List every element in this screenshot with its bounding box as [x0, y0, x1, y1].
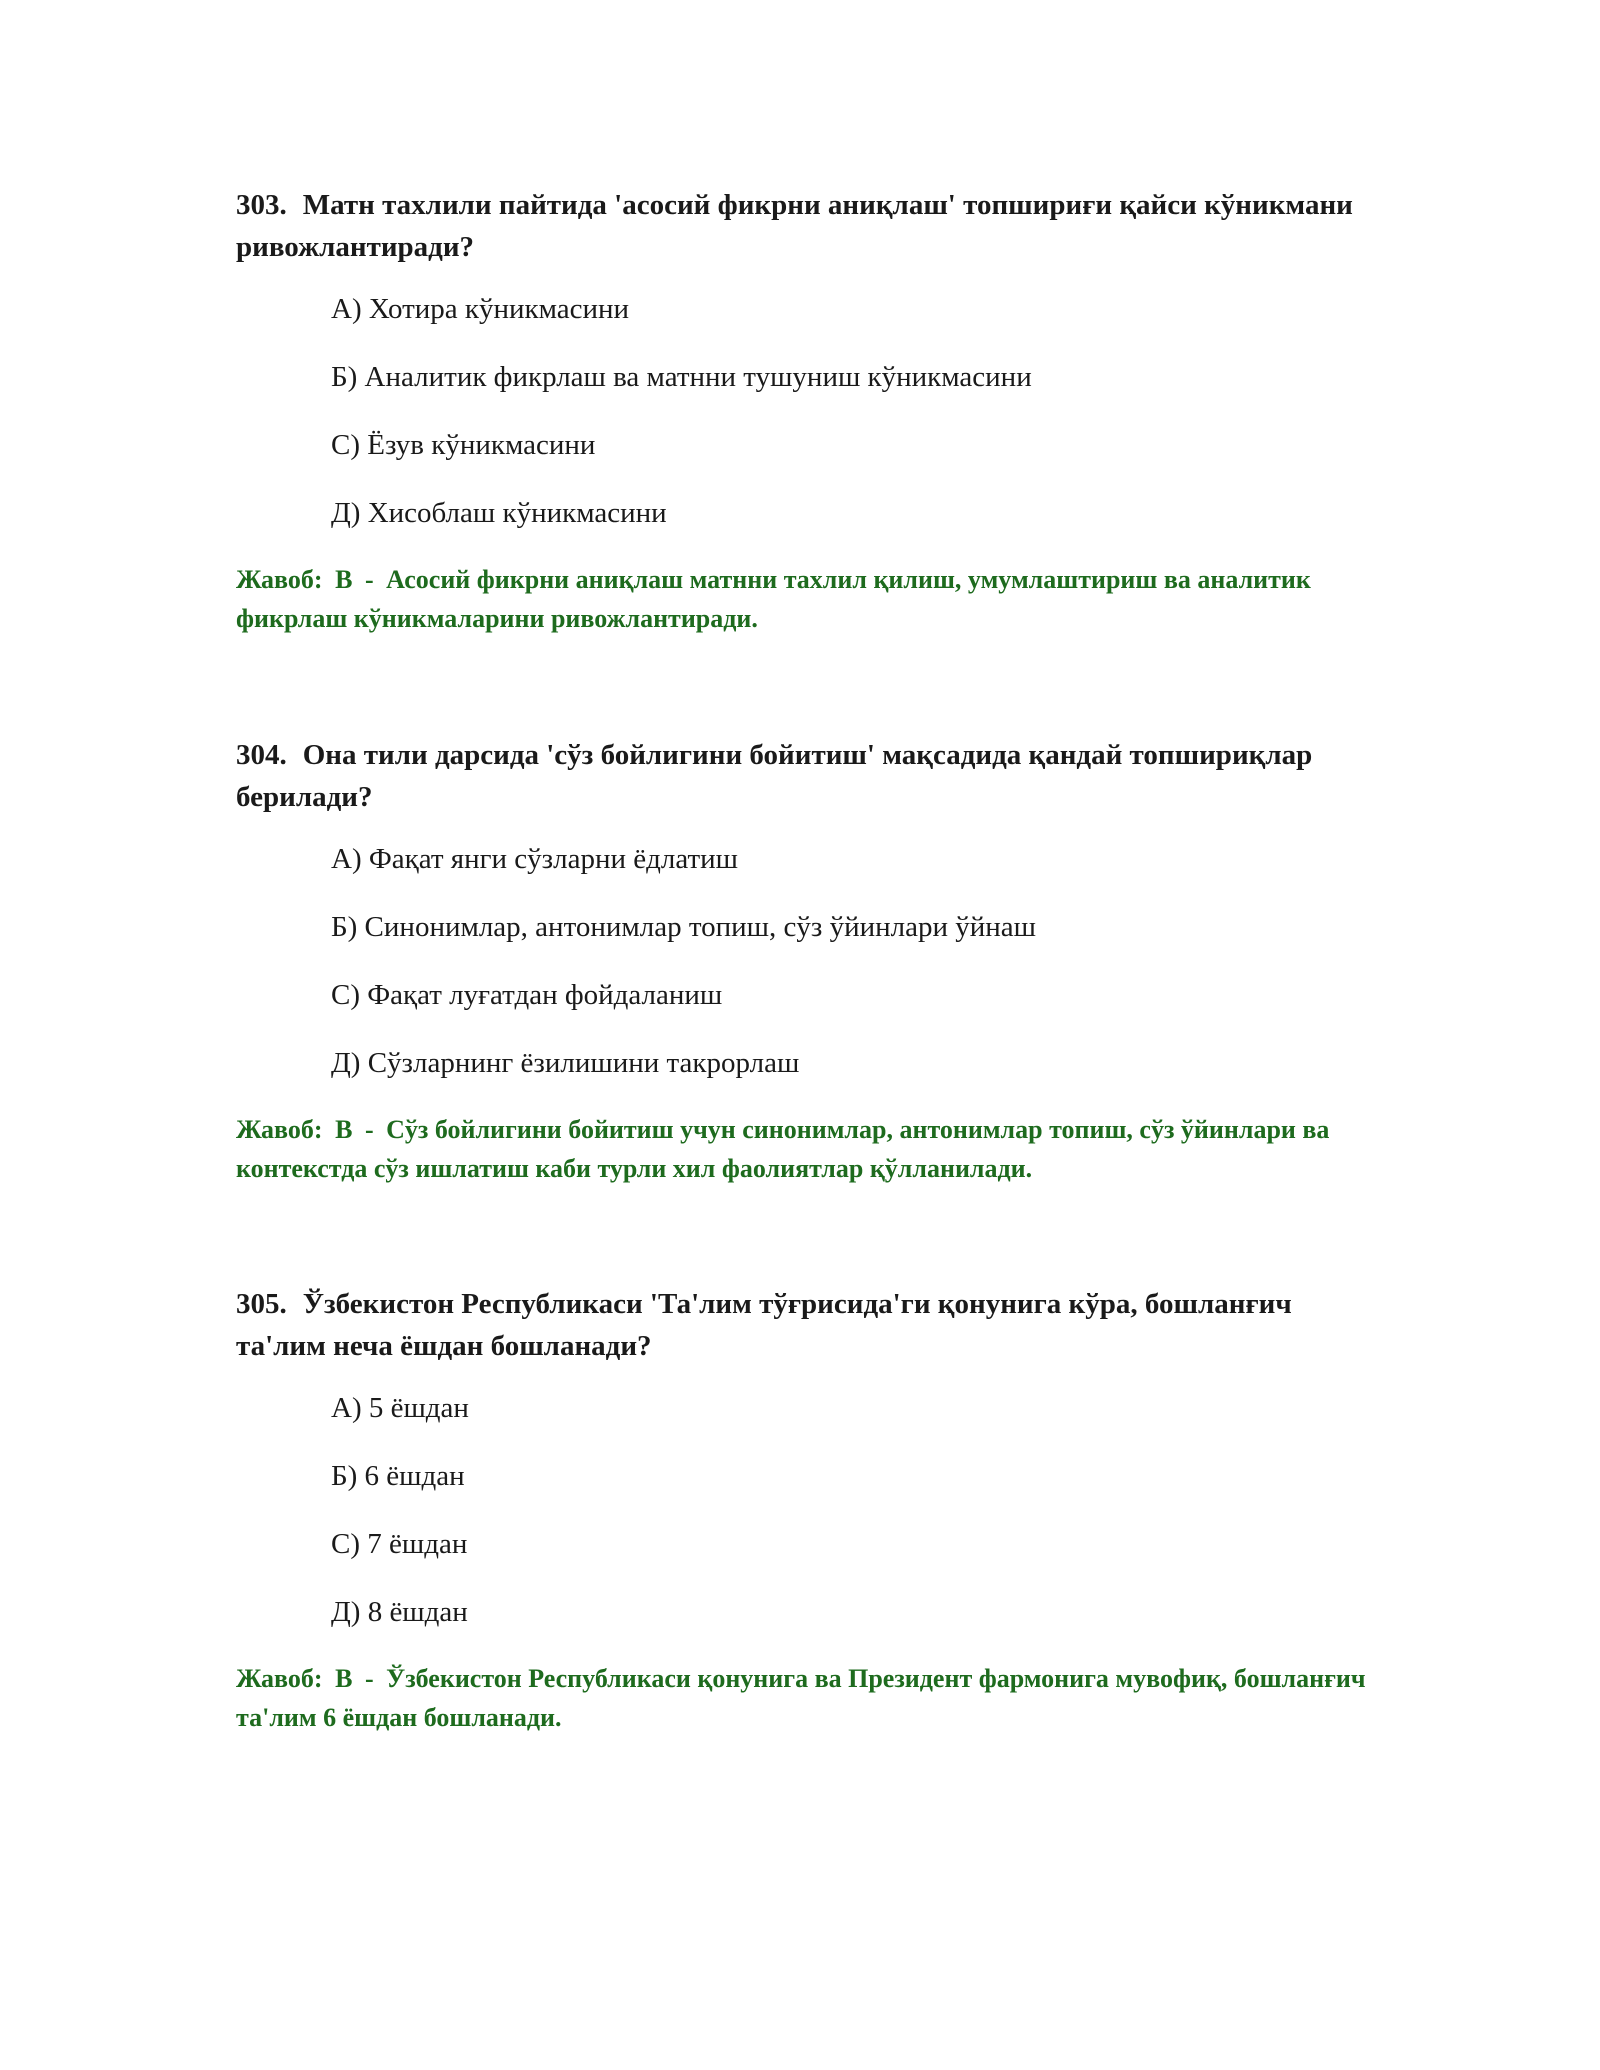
- answer-text: Асосий фикрни аниқлаш матнни тахлил қилиш, умумлаштириш ва аналитик фикрлаш кўникмаларини ривожлантиради.: [236, 565, 1311, 633]
- answer: [236, 560, 1386, 638]
- answer-dash: -: [364, 565, 374, 594]
- option-c: С) 7 ёшдан: [331, 1528, 468, 1560]
- answer-text: Сўз бойлигини бойитиш учун синонимлар, антонимлар топиш, сўз ўйинлари ва контекстда сўз ишлатиш каби турли хил фаолиятлар қўлланилади.: [236, 1115, 1330, 1183]
- option-b: Б) 6 ёшдан: [331, 1460, 465, 1492]
- question-text: Матн тахлили пайтида 'асосий фикрни аниқлаш' топшириғи қайси кўникмани ривожлантиради?: [236, 189, 1353, 263]
- option-a: А) 5 ёшдан: [331, 1392, 469, 1424]
- option-b: Б) Аналитик фикрлаш ва матнни тушуниш кўникмасини: [331, 361, 1032, 393]
- question-block-305: [236, 1283, 1386, 1737]
- option-d: Д) 8 ёшдан: [331, 1596, 468, 1628]
- question-number: 305.: [236, 1288, 287, 1320]
- answer-letter: В: [335, 1664, 353, 1693]
- options-list: [331, 1391, 1386, 1663]
- answer-letter: В: [335, 565, 353, 594]
- question-block-304: [236, 734, 1386, 1188]
- answer-label: Жавоб:: [236, 1115, 323, 1144]
- question-title: [236, 1283, 1386, 1367]
- option-b: Б) Синонимлар, антонимлар топиш, сўз ўйинлари ўйнаш: [331, 911, 1036, 943]
- options-list: [331, 842, 1386, 1114]
- option-a: А) Хотира кўникмасини: [331, 293, 630, 325]
- option-c: С) Фақат луғатдан фойдаланиш: [331, 979, 723, 1011]
- question-title: [236, 734, 1386, 818]
- answer-label: Жавоб:: [236, 565, 323, 594]
- question-text: Она тили дарсида 'сўз бойлигини бойитиш' мақсадида қандай топшириқлар берилади?: [236, 739, 1313, 813]
- answer: [236, 1110, 1386, 1188]
- answer-dash: -: [364, 1115, 374, 1144]
- question-text: Ўзбекистон Республикаси 'Та'лим тўғрисида'ги қонунига кўра, бошланғич та'лим неча ёшдан бошланади?: [236, 1288, 1292, 1362]
- answer-letter: В: [335, 1115, 353, 1144]
- option-a: А) Фақат янги сўзларни ёдлатиш: [331, 843, 738, 875]
- answer-dash: -: [364, 1664, 374, 1693]
- answer: [236, 1659, 1386, 1737]
- question-number: 304.: [236, 739, 287, 771]
- option-d: Д) Сўзларнинг ёзилишини такрорлаш: [331, 1047, 800, 1079]
- question-title: [236, 184, 1386, 268]
- options-list: [331, 292, 1386, 564]
- option-d: Д) Хисоблаш кўникмасини: [331, 497, 667, 529]
- question-number: 303.: [236, 189, 287, 221]
- answer-label: Жавоб:: [236, 1664, 323, 1693]
- answer-text: Ўзбекистон Республикаси қонунига ва Президент фармонига мувофиқ, бошланғич та'лим 6 ёшдан бошланади.: [236, 1664, 1366, 1732]
- option-c: С) Ёзув кўникмасини: [331, 429, 596, 461]
- question-block-303: [236, 184, 1386, 638]
